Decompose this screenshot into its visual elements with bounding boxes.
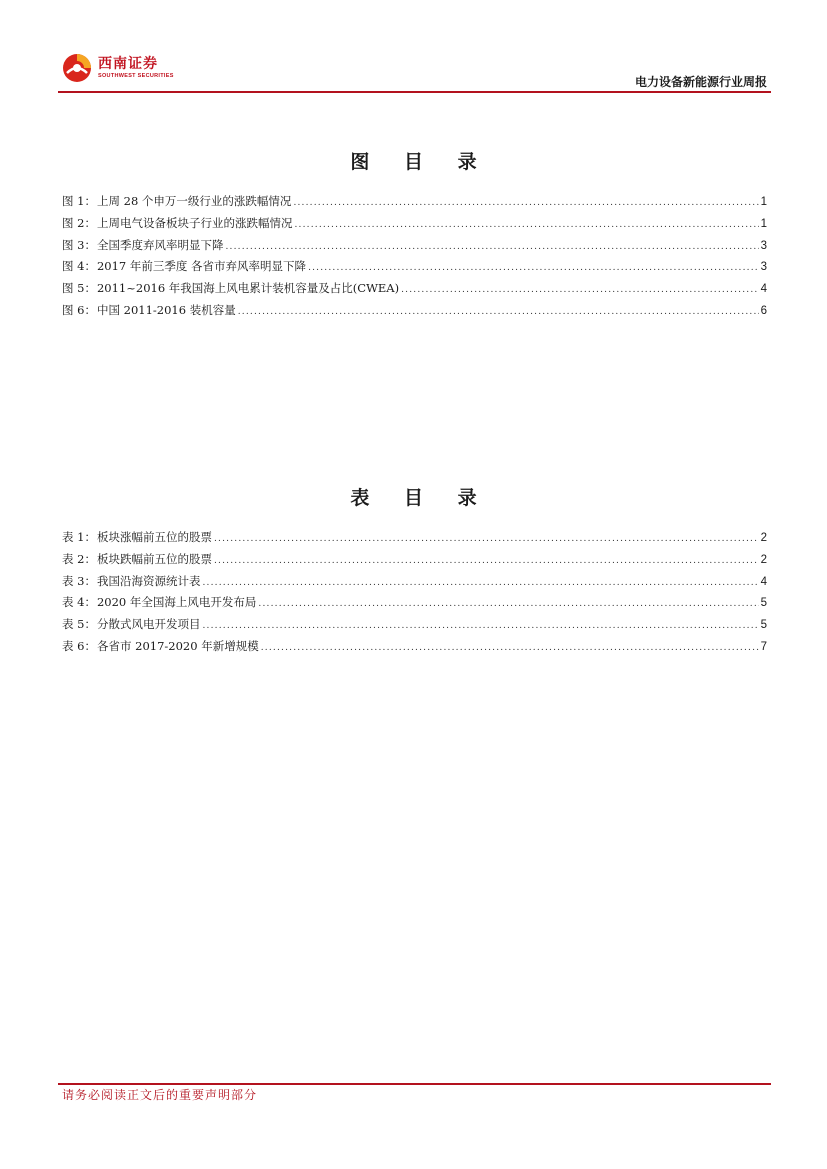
toc-entry-text: 板块跌幅前五位的股票	[96, 551, 212, 566]
toc-entry[interactable]	[62, 191, 767, 213]
toc-page-number: 1	[760, 217, 767, 230]
toc-page-number: 2	[760, 553, 767, 566]
tables-toc-title: 表 目 录	[350, 487, 491, 509]
toc-entry-label: 图 5：	[62, 281, 96, 296]
tables-toc-list	[62, 527, 767, 658]
toc-entry-label: 图 1：	[62, 194, 96, 208]
toc-entry-label: 图 4：	[62, 259, 96, 274]
figures-toc-title: 图 目 录	[350, 151, 491, 173]
toc-page-number: 2	[760, 532, 767, 544]
toc-entry-label: 图 3：	[62, 237, 96, 252]
header-divider	[58, 91, 771, 93]
toc-entry-label: 表 2：	[62, 551, 96, 566]
toc-page-number: 5	[760, 619, 767, 632]
toc-dot-leader	[238, 302, 759, 324]
toc-entry-label: 表 5：	[62, 617, 96, 632]
toc-dot-leader	[214, 551, 759, 573]
toc-dot-leader	[258, 594, 758, 616]
toc-entry[interactable]	[62, 300, 767, 322]
logo-chinese-name: 西南证券	[98, 56, 158, 72]
toc-entry-text: 我国沿海资源统计表	[96, 573, 201, 588]
toc-page-number: 3	[760, 239, 767, 252]
toc-entry-label: 表 6：	[62, 638, 96, 653]
toc-entry-text: 2017 年前三季度 各省市弃风率明显下降	[96, 259, 307, 274]
toc-entry-text: 中国 2011-2016 装机容量	[96, 302, 236, 317]
toc-entry[interactable]	[62, 592, 767, 614]
toc-entry[interactable]	[62, 549, 767, 571]
toc-entry-label: 图 6：	[62, 302, 96, 317]
toc-entry[interactable]	[62, 571, 767, 593]
toc-entry-label: 表 3：	[62, 573, 96, 588]
toc-entry[interactable]	[62, 278, 767, 300]
toc-page-number: 6	[760, 304, 767, 317]
toc-page-number: 3	[760, 261, 767, 274]
toc-entry-text: 2020 年全国海上风电开发布局	[96, 595, 257, 610]
toc-dot-leader	[308, 258, 759, 280]
toc-entry[interactable]	[62, 256, 767, 278]
toc-entry[interactable]	[62, 235, 767, 257]
toc-page-number: 5	[760, 597, 767, 610]
toc-dot-leader	[214, 529, 759, 551]
toc-entry-label: 图 2：	[62, 215, 96, 230]
toc-entry-text: 各省市 2017-2020 年新增规模	[96, 638, 259, 653]
toc-entry-text: 板块涨幅前五位的股票	[96, 530, 212, 544]
footer-divider	[58, 1083, 771, 1085]
toc-dot-leader	[401, 280, 758, 302]
toc-dot-leader	[225, 237, 758, 259]
toc-dot-leader	[294, 215, 758, 237]
company-logo	[62, 50, 174, 86]
toc-page-number: 4	[760, 575, 767, 588]
toc-entry-text: 分散式风电开发项目	[96, 617, 201, 632]
toc-entry[interactable]	[62, 527, 767, 549]
toc-page-number: 1	[760, 196, 767, 208]
toc-entry-text: 上周电气设备板块子行业的涨跌幅情况	[96, 215, 293, 230]
toc-entry-text: 全国季度弃风率明显下降	[96, 237, 224, 252]
toc-dot-leader	[202, 573, 758, 595]
toc-entry[interactable]	[62, 614, 767, 636]
toc-entry[interactable]	[62, 636, 767, 658]
page-header	[0, 0, 827, 96]
toc-dot-leader	[261, 638, 759, 660]
toc-entry-text: 上周 28 个申万一级行业的涨跌幅情况	[96, 194, 292, 208]
toc-entry-label: 表 1：	[62, 530, 96, 544]
footer-disclaimer: 请务必阅读正文后的重要声明部分	[62, 1088, 258, 1102]
toc-dot-leader	[293, 193, 758, 215]
figures-toc-list	[62, 191, 767, 322]
toc-entry[interactable]	[62, 213, 767, 235]
report-title: 电力设备新能源行业周报	[634, 75, 767, 89]
toc-page-number: 7	[760, 640, 767, 653]
logo-emblem-icon	[62, 53, 92, 83]
toc-page-number: 4	[760, 283, 767, 296]
toc-entry-label: 表 4：	[62, 595, 96, 610]
logo-english-name: SOUTHWEST SECURITIES	[98, 73, 174, 79]
toc-entry-text: 2011~2016 年我国海上风电累计装机容量及占比(CWEA)	[96, 281, 400, 296]
toc-dot-leader	[202, 616, 758, 638]
